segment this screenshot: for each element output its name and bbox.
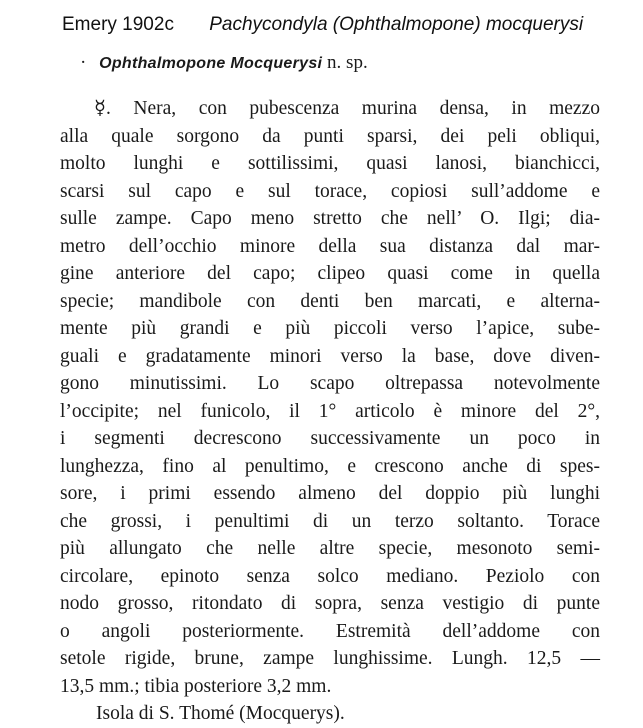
description-line: specie; mandibole con denti ben marcati, e alterna-	[60, 290, 600, 312]
taxon-name: Pachycondyla (Ophthalmopone) mocquerysi	[209, 14, 584, 35]
species-name: Ophthalmopone Mocquerysi	[99, 55, 323, 72]
description-line: gono minutissimi. Lo scapo oltrepassa notevolmente	[60, 373, 600, 394]
description-line: lunghezza, fino al penultimo, e crescono anche di spes-	[60, 455, 600, 477]
description-line: setole rigide, brune, zampe lunghissime. Lungh. 12,5 —	[60, 648, 600, 669]
description-line: sore, i primi essendo almeno del doppio più lunghi	[60, 483, 600, 504]
description-line: sulle zampe. Capo meno stretto che nell’ O. Ilgi; dia-	[60, 208, 600, 229]
description-line: metro dell’occhio minore della sua distanza dal mar-	[60, 235, 600, 257]
description-line: i segmenti decrescono successivamente un poco in	[60, 428, 600, 449]
description-line: gine anteriore del capo; clipeo quasi come in quella	[60, 263, 600, 284]
page-header	[62, 14, 583, 36]
description-line: o angoli posteriormente. Estremità dell’addome con	[60, 620, 600, 642]
description-line: alla quale sorgono da punti sparsi, dei peli obliqui,	[60, 125, 600, 147]
description-line: circolare, epinoto senza solco mediano. Peziolo con	[60, 565, 600, 587]
species-rank: n. sp.	[327, 52, 368, 73]
description-line: 13,5 mm.; tibia posteriore 3,2 mm.	[60, 675, 332, 697]
description-body	[60, 95, 600, 728]
description-line: guali e gradatamente minori verso la base, dove diven-	[60, 345, 600, 367]
citation-author: Emery 1902c	[62, 14, 174, 35]
locality-line: Isola di S. Thomé (Mocquerys).	[96, 703, 345, 724]
description-line: scarsi sul capo e sul torace, copiosi sull’addome e	[60, 180, 600, 202]
species-title	[80, 52, 368, 74]
description-line: che grossi, i penultimi di un terzo soltanto. Torace	[60, 510, 600, 532]
title-bullet: ·	[80, 52, 87, 73]
description-line: nodo grosso, ritondato di sopra, senza vestigio di punte	[60, 593, 600, 614]
description-line: l’occipite; nel funicolo, il 1° articolo è minore del 2°,	[60, 400, 600, 422]
description-line: molto lunghi e sottilissimi, quasi lanosi, bianchicci,	[60, 153, 600, 174]
description-line: più allungato che nelle altre specie, mesonoto semi-	[60, 538, 600, 559]
description-line: mente più grandi e più piccoli verso l’apice, sube-	[60, 318, 600, 339]
description-line: ☿. Nera, con pubescenza murina densa, in mezzo	[94, 98, 600, 119]
